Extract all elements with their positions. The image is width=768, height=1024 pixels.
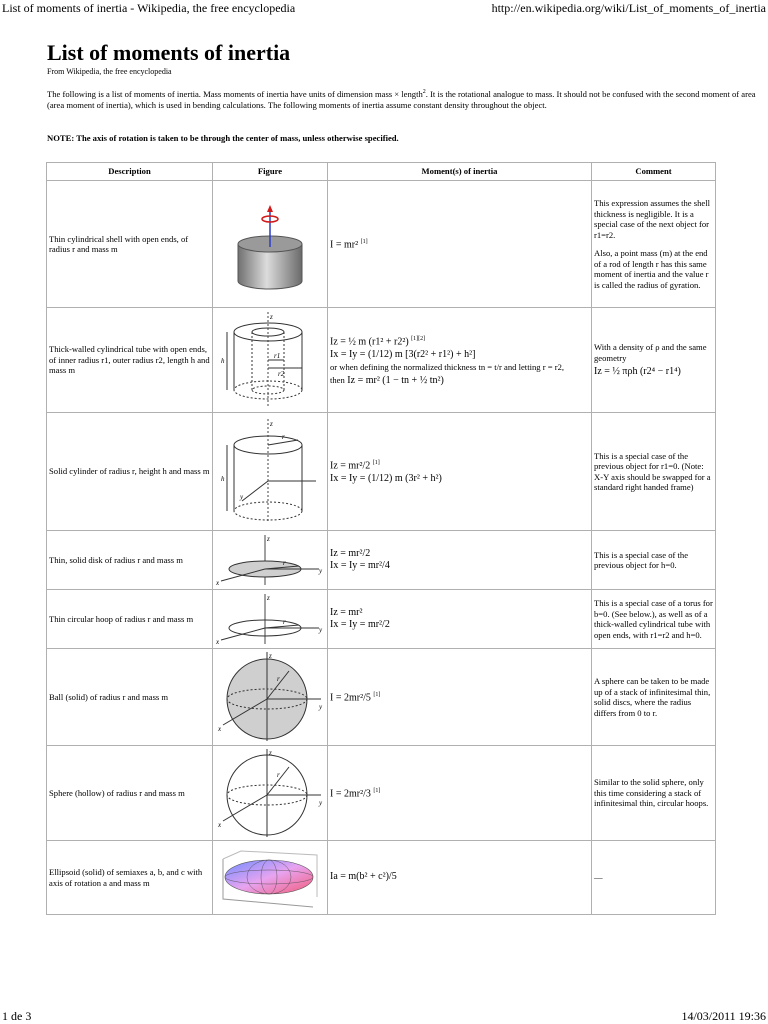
table-row <box>47 181 716 308</box>
row-figure <box>213 181 328 308</box>
row-comment: This expression assumes the shell thickness is negligible. It is a special case of the next object for r1=r2. Also, a point mass (m) at the end of a rod of length r has this same moment of inertia and the value r is called the radius of gyration. <box>592 181 716 308</box>
row-moment: Iz = mr²/2 [1] Ix = Iy = (1/12) m (3r² + h²) <box>328 413 592 531</box>
row-comment: — <box>592 841 716 915</box>
table-row <box>47 841 716 915</box>
row-description: Ball (solid) of radius r and mass m <box>47 649 213 746</box>
row-moment: I = 2mr²/5 [1] <box>328 649 592 746</box>
page-count: 1 de 3 <box>2 1009 32 1023</box>
circular-hoop-figure <box>215 592 325 646</box>
svg-text:h: h <box>221 357 225 365</box>
row-figure <box>213 649 328 746</box>
svg-text:x: x <box>216 638 220 646</box>
row-description: Thin cylindrical shell with open ends, of radius r and mass m <box>47 181 213 308</box>
svg-text:x: x <box>216 579 220 587</box>
ellipsoid-figure <box>217 845 323 911</box>
svg-text:x: x <box>218 725 222 733</box>
svg-text:z: z <box>269 652 272 660</box>
svg-text:y: y <box>319 703 323 711</box>
moment-formula: Iz = mr²/2 <box>330 547 371 559</box>
row-description: Thin, solid disk of radius r and mass m <box>47 531 213 590</box>
table-row <box>47 531 716 590</box>
row-description: Thin circular hoop of radius r and mass m <box>47 590 213 649</box>
article-source: From Wikipedia, the free encyclopedia <box>47 67 172 76</box>
svg-text:r: r <box>283 559 286 567</box>
svg-text:r: r <box>282 432 285 441</box>
svg-text:x: x <box>218 821 222 829</box>
row-moment: I = 2mr²/3 [1] <box>328 746 592 841</box>
solid-cylinder-figure <box>218 417 322 527</box>
table-row <box>47 649 716 746</box>
inertia-table <box>46 162 716 915</box>
svg-text:y: y <box>319 626 323 634</box>
row-figure <box>213 841 328 915</box>
thick-tube-figure <box>218 310 322 410</box>
row-comment: This is a special case of a torus for b=0. (See below.), as well as of a thick-walled cylindrical tube with open ends, with r1=r2 and h=0. <box>592 590 716 649</box>
row-comment: A sphere can be taken to be made up of a stack of infinitesimal thin, solid discs, where the radius differs from 0 to r. <box>592 649 716 746</box>
table-row <box>47 590 716 649</box>
svg-text:z: z <box>270 419 273 428</box>
moment-formula: Iz = ½ m (r1² + r2²) <box>330 336 409 348</box>
hollow-sphere-figure <box>215 748 325 838</box>
svg-text:y: y <box>319 799 323 807</box>
row-figure <box>213 308 328 413</box>
row-moment: I = mr² [1] <box>328 181 592 308</box>
svg-text:z: z <box>267 594 270 602</box>
row-description: Ellipsoid (solid) of semiaxes a, b, and c with axis of rotation a and mass m <box>47 841 213 915</box>
print-timestamp: 14/03/2011 19:36 <box>681 1009 766 1023</box>
moment-formula: Ix = Iy = (1/12) m (3r² + h²) <box>330 473 442 485</box>
row-moment <box>328 590 592 649</box>
row-moment: Iz = ½ m (r1² + r2²) [1][2] Ix = Iy = (1/12) m [3(r2² + r1²) + h²] or when defining the normalized thickness tn = t/r and letting r = r2, then Iz = mr² (1 − tn + ½ tn²) <box>328 308 592 413</box>
svg-text:r1: r1 <box>274 352 281 360</box>
moment-note: or when defining the normalized thickness tn = t/r and letting r = r2, <box>330 362 565 373</box>
svg-text:r: r <box>283 618 286 626</box>
moment-formula: Iz = mr²/2 <box>330 460 371 472</box>
svg-text:y: y <box>319 567 323 575</box>
svg-text:y: y <box>240 492 244 501</box>
moment-formula: I = 2mr²/5 <box>330 692 371 704</box>
cylindrical-shell-figure <box>220 189 320 299</box>
moment-formula: Iz = mr² <box>330 606 363 618</box>
table-row <box>47 308 716 413</box>
moment-formula: Ia = m(b² + c²)/5 <box>330 871 397 883</box>
svg-text:z: z <box>270 313 273 321</box>
svg-text:h: h <box>221 474 225 483</box>
col-header-moment: Moment(s) of inertia <box>328 163 592 181</box>
moment-formula: I = 2mr²/3 <box>330 788 371 800</box>
solid-ball-figure <box>215 651 325 743</box>
moment-formula: I = mr² <box>330 239 359 251</box>
row-description: Sphere (hollow) of radius r and mass m <box>47 746 213 841</box>
moment-formula: Ix = Iy = mr²/2 <box>330 619 390 630</box>
table-row <box>47 746 716 841</box>
axis-note: NOTE: The axis of rotation is taken to be through the center of mass, unless otherwise specified. <box>47 133 399 143</box>
solid-disk-figure <box>215 533 325 587</box>
col-header-figure: Figure <box>213 163 328 181</box>
row-comment: With a density of ρ and the same geometry Iz = ½ πρh (r2⁴ − r1⁴) <box>592 308 716 413</box>
article-intro: The following is a list of moments of inertia. Mass moments of inertia have units of dimension mass × length$^2$. It is the rotational analogue to mass. It should not be confused with the second moment of area (area moment of inertia), which is used in bending calculations. The following moments of inertia assume constant density throughout the object. <box>47 88 756 111</box>
row-description: Thick-walled cylindrical tube with open ends, of inner radius r1, outer radius r2, length h and mass m <box>47 308 213 413</box>
row-moment <box>328 531 592 590</box>
row-figure <box>213 590 328 649</box>
row-figure <box>213 531 328 590</box>
article-title: List of moments of inertia <box>47 40 291 65</box>
svg-text:z: z <box>269 749 272 757</box>
row-moment <box>328 841 592 915</box>
row-figure <box>213 746 328 841</box>
svg-text:r: r <box>277 771 280 779</box>
table-row <box>47 413 716 531</box>
table-header-row <box>47 163 716 181</box>
moment-formula: Ix = Iy = (1/12) m [3(r2² + r1²) + h²] <box>330 348 476 360</box>
browser-header <box>0 0 768 16</box>
moment-formula: Iz = mr² (1 − tn + ½ tn²) <box>347 374 444 386</box>
row-comment: Similar to the solid sphere, only this time considering a stack of infinitesimal thin, circular hoops. <box>592 746 716 841</box>
col-header-comment: Comment <box>592 163 716 181</box>
row-comment: This is a special case of the previous object for r1=0. (Note: X-Y axis should be swapped for a standard right handed frame) <box>592 413 716 531</box>
row-description: Solid cylinder of radius r, height h and mass m <box>47 413 213 531</box>
row-figure <box>213 413 328 531</box>
page-title-bar: List of moments of inertia - Wikipedia, the free encyclopedia <box>2 1 296 15</box>
svg-text:z: z <box>267 535 270 543</box>
moment-formula: Ix = Iy = mr²/4 <box>330 560 390 571</box>
svg-text:r: r <box>277 675 280 683</box>
row-comment: This is a special case of the previous object for h=0. <box>592 531 716 590</box>
svg-text:r2: r2 <box>278 370 285 378</box>
page-url[interactable]: http://en.wikipedia.org/wiki/List_of_moments_of_inertia <box>491 1 766 15</box>
col-header-description: Description <box>47 163 213 181</box>
